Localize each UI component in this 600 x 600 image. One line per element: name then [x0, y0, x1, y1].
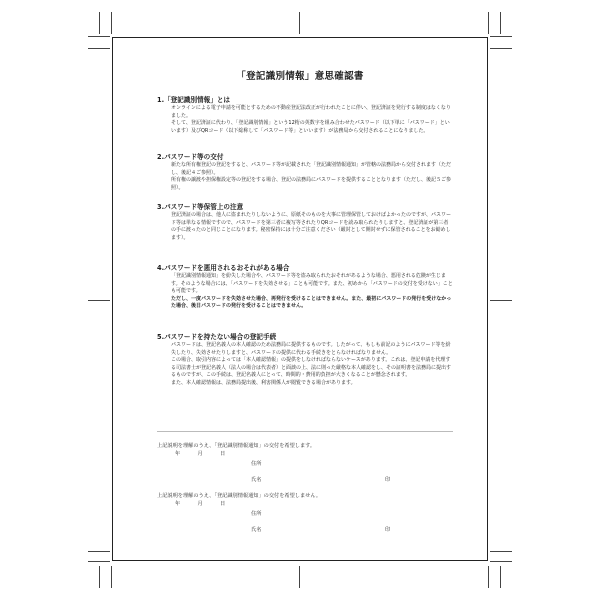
seal-mark: 印 — [385, 477, 391, 483]
crop-mark — [88, 551, 110, 552]
document-page — [112, 37, 488, 561]
section-heading: 3.パスワード等保管上の注意 — [157, 203, 244, 211]
paragraph: 「登記識別情報通知」を紛失した場合や、パスワード等を盗み取られたおそれがあるような場合、悪用される危険が生じます。そのような場合には、「パスワードを失効させる」ことも可能です。また、初めから「パスワードの交付を受けない」ことも可能です。 — [171, 273, 453, 295]
section-2 — [157, 153, 453, 192]
crop-mark — [488, 566, 489, 588]
section-3 — [157, 203, 453, 242]
paragraph: 登記済証の場合は、他人に盗まれたりしないように、原紙そのものを大事に管理保管しておけばよかったのですが、パスワード等は単なる情報ですので、パスワードを第三者に複写等されたりQRコードを読み取られたりしますと、登記済証が第三者の手に渡ったのと同じことになります。秘密保持には十分ご注意ください（厳封として開封せずに保管されることをお勧めします）。 — [171, 212, 452, 241]
date-year-label: 年 — [175, 451, 181, 457]
consent-statement-accept: 上記説明を理解のうえ、「登記識別情報通知」の交付を希望します。 — [157, 443, 316, 449]
date-line — [175, 500, 225, 507]
date-year-label: 年 — [175, 501, 181, 507]
name-label: 氏名 — [251, 477, 262, 483]
section-4 — [157, 264, 453, 311]
crop-mark — [490, 300, 512, 301]
date-day-label: 日 — [220, 451, 226, 457]
paragraph: パスワードは、登記名義人の本人確認のため法務局に提供するものです。したがって、もしも前記のようにパスワード等を紛失したり、失効させたりしますと、パスワードの提供に代わる手続きをとらなければなりません。 — [171, 342, 451, 356]
date-day-label: 日 — [220, 501, 226, 507]
consent-form — [157, 442, 453, 562]
crop-mark — [299, 566, 300, 588]
crop-mark — [490, 48, 512, 49]
crop-mark — [99, 12, 100, 34]
crop-mark — [88, 48, 110, 49]
address-label: 住所 — [251, 511, 262, 517]
crop-mark — [99, 566, 100, 588]
paragraph: 所有権の譲渡や担保権設定等の登記をする場合、登記の法務局にパスワードを提供することとなります（ただし、後記５ご参照）。 — [171, 177, 452, 191]
divider — [157, 431, 453, 432]
paragraph: そして、登記済証に代わり、「登記識別情報」という12桁の英数字を組み合わせたパスワード（以下単に「パスワード」といいます）及びQRコード（以下総称して「パスワード等」といいます）が法務局から交付されることになりました。 — [171, 120, 450, 134]
crop-mark — [88, 36, 110, 37]
name-label: 氏名 — [251, 527, 262, 533]
crop-mark — [299, 12, 300, 34]
date-month-label: 月 — [197, 501, 203, 507]
section-heading: 1.「登記識別情報」とは — [157, 96, 231, 104]
address-label: 住所 — [251, 461, 262, 467]
paragraph: 新たな所有権登記の登記をすると、パスワード等が記載された「登記識別情報通知」が管轄の法務局から交付されます（ただし、後記４ご参照）。 — [171, 162, 452, 176]
section-heading: 2.パスワード等の交付 — [157, 153, 224, 161]
crop-mark — [488, 12, 489, 34]
paragraph: また、本人確認情報は、法務局提出後、利害関係人が閲覧できる場合があります。 — [171, 379, 356, 386]
consent-statement-decline: 上記説明を理解のうえ、「登記識別情報通知」の交付を希望しません。 — [157, 493, 322, 499]
paragraph: この場合、取引内容によっては「本人確認情報」の提供をしなければならないケースがあります。これは、登記申請を代理する司法書士が登記名義人（法人の場合は代表者）と面談の上、法に則った厳格な本人確認をし、その証明書を法務局に提出するものですが、この手続は、登記名義人にとって、時間的・費用的負担が大きくなることが懸念されます。 — [171, 357, 452, 379]
crop-mark — [111, 12, 112, 34]
crop-mark — [500, 566, 501, 588]
crop-mark — [490, 551, 512, 552]
crop-mark — [490, 36, 512, 37]
paragraph: ただし、一度パスワードを失効させた場合、再発行を受けることはできません。また、最初にパスワードの発行を受けなかった場合、後日パスワードの発行を受けることはできません。 — [171, 295, 452, 310]
crop-mark — [88, 561, 110, 562]
date-month-label: 月 — [197, 451, 203, 457]
document-title: 「登記識別情報」意思確認書 — [236, 71, 364, 82]
crop-mark — [500, 12, 501, 34]
paragraph: オンラインによる電子申請を可能とするための不動産登記法改正が行われたことに伴い、登記済証を発行する制度はなくなりました。 — [171, 105, 451, 119]
date-line — [175, 450, 225, 457]
crop-mark — [490, 561, 512, 562]
section-heading: 4.パスワードを悪用されるおそれがある場合 — [157, 264, 290, 272]
crop-mark — [111, 566, 112, 588]
section-5 — [157, 333, 453, 388]
section-1 — [157, 96, 453, 135]
section-heading: 5.パスワードを持たない場合の登記手続 — [157, 333, 277, 341]
crop-mark — [88, 300, 110, 301]
seal-mark: 印 — [385, 527, 391, 533]
